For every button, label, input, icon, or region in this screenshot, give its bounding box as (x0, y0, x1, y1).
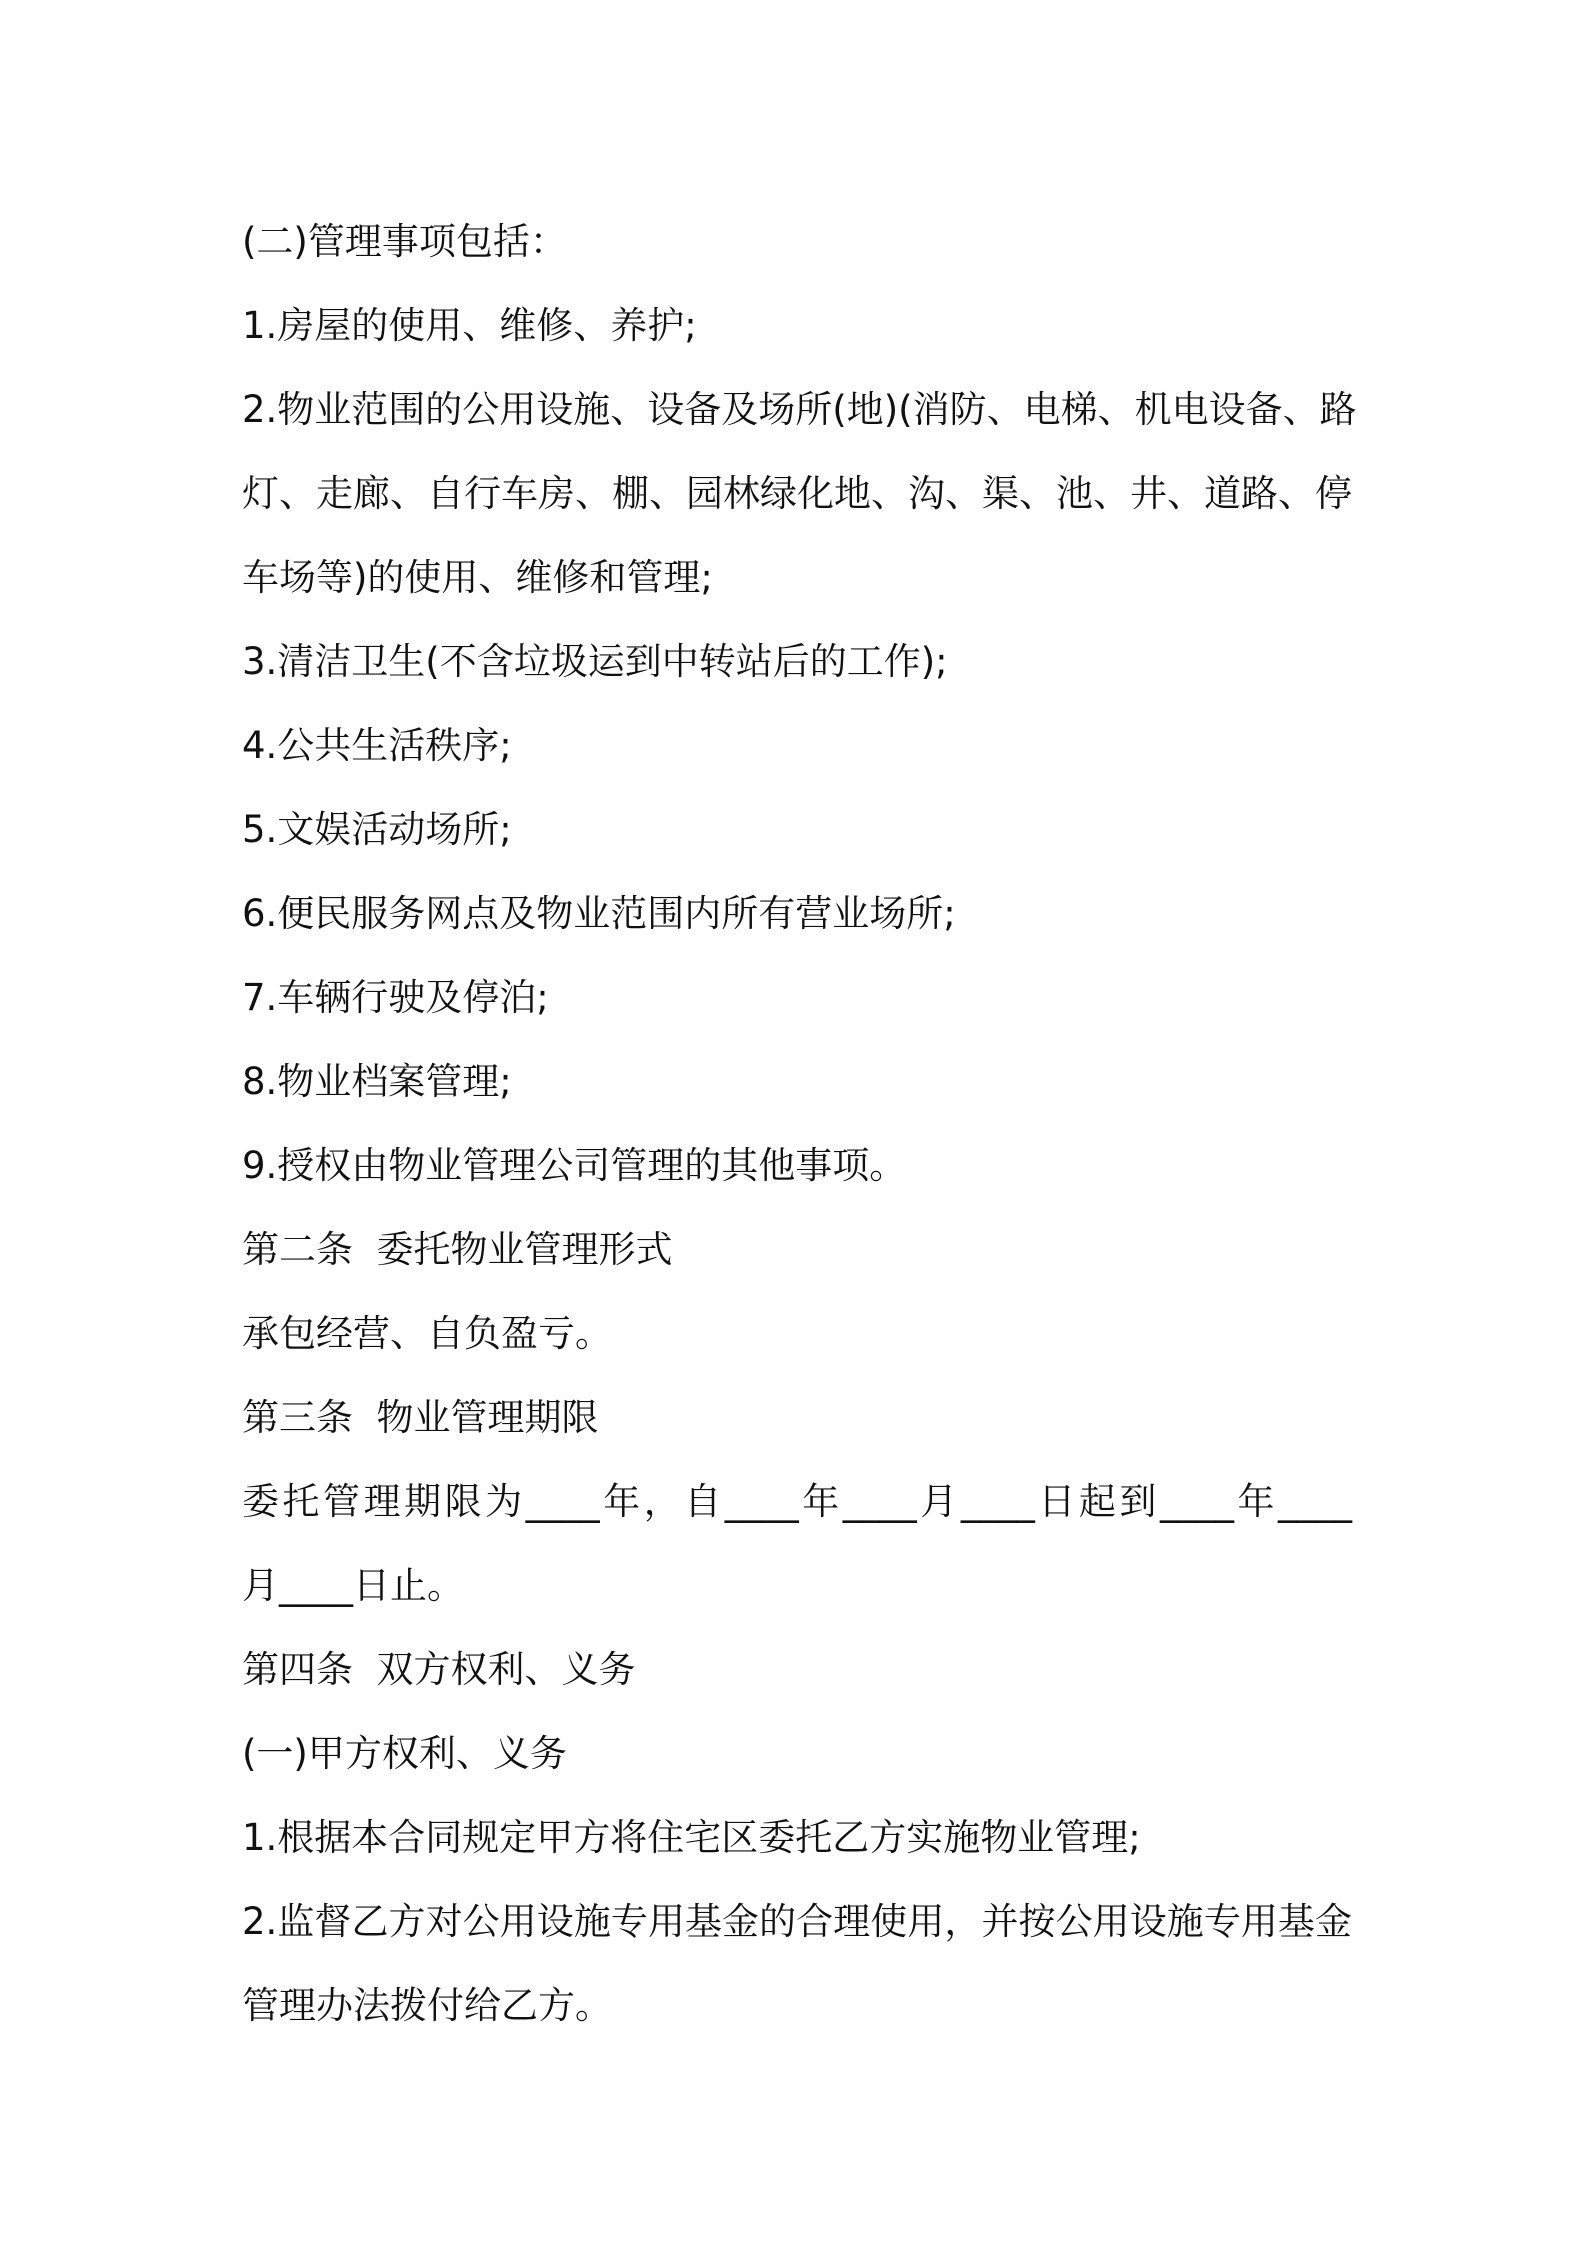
text-line: 9.授权由物业管理公司管理的其他事项。 (242, 1144, 907, 1187)
text-line: 4.公共生活秩序; (242, 724, 512, 767)
text-line: 委托管理期限为____年，自____年____月____日起到____年____ (242, 1480, 1352, 1523)
text-line: (一)甲方权利、义务 (242, 1732, 567, 1775)
section-heading: 第四条 双方权利、义务 (242, 1648, 636, 1691)
text-line: 管理办法拨付给乙方。 (242, 1984, 612, 2027)
text-line: 6.便民服务网点及物业范围内所有营业场所; (242, 892, 956, 935)
text-line: 1.房屋的使用、维修、养护; (242, 304, 697, 347)
text-line: (二)管理事项包括： (242, 220, 567, 263)
text-line: 5.文娱活动场所; (242, 808, 512, 851)
text-line: 1.根据本合同规定甲方将住宅区委托乙方实施物业管理; (242, 1816, 1141, 1859)
section-heading: 第二条 委托物业管理形式 (242, 1228, 673, 1271)
text-line: 3.清洁卫生(不含垃圾运到中转站后的工作); (242, 640, 948, 683)
section-heading: 第三条 物业管理期限 (242, 1396, 599, 1439)
text-line: 7.车辆行驶及停泊; (242, 976, 549, 1019)
text-line: 2.物业范围的公用设施、设备及场所(地)(消防、电梯、机电设备、路 (242, 388, 1357, 431)
text-line: 8.物业档案管理; (242, 1060, 512, 1103)
text-line: 灯、走廊、自行车房、棚、园林绿化地、沟、渠、池、井、道路、停 (242, 472, 1352, 515)
text-line: 2.监督乙方对公用设施专用基金的合理使用，并按公用设施专用基金 (242, 1900, 1352, 1943)
document-body (242, 200, 1362, 2048)
text-line: 承包经营、自负盈亏。 (242, 1312, 612, 1355)
text-line: 车场等)的使用、维修和管理; (242, 556, 713, 599)
text-line: 月____日止。 (242, 1564, 464, 1607)
